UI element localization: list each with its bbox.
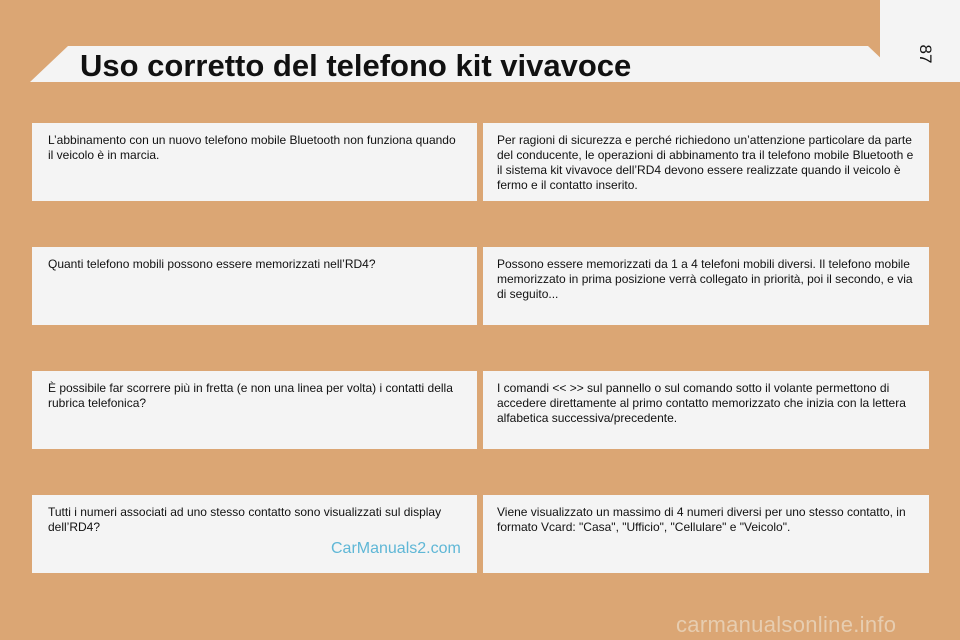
page-title: Uso corretto del telefono kit vivavoce bbox=[80, 48, 632, 83]
page-number: 87 bbox=[916, 44, 935, 64]
watermark-carmanuals2: CarManuals2.com bbox=[331, 540, 461, 557]
faq-question-3: È possibile far scorrere più in fretta (e non una linea per volta) i contatti della rubrica telefonica? bbox=[32, 371, 477, 449]
faq-answer-1: Per ragioni di sicurezza e perché richiedono un’attenzione particolare da parte del conducente, le operazioni di abbinamento tra il telefono mobile Bluetooth e il sistema kit vivavoce dell’RD4 devono essere realizzate quando il veicolo è fermo e il contatto inserito. bbox=[483, 123, 929, 201]
faq-question-2: Quanti telefono mobili possono essere memorizzati nell’RD4? bbox=[32, 247, 477, 325]
faq-answer-2: Possono essere memorizzati da 1 a 4 telefoni mobili diversi. Il telefono mobile memorizzato in prima posizione verrà collegato in priorità, poi il secondo, e via di seguito... bbox=[483, 247, 929, 325]
faq-question-4: Tutti i numeri associati ad uno stesso contatto sono visualizzati sul display dell’RD4? bbox=[32, 495, 477, 573]
faq-question-1: L’abbinamento con un nuovo telefono mobile Bluetooth non funziona quando il veicolo è in marcia. bbox=[32, 123, 477, 201]
faq-answer-4: Viene visualizzato un massimo di 4 numeri diversi per uno stesso contatto, in formato Vcard: "Casa", "Ufficio", "Cellulare" e "Veicolo". bbox=[483, 495, 929, 573]
faq-answer-3: I comandi << >> sul pannello o sul comando sotto il volante permettono di accedere direttamente al primo contatto memorizzato che inizia con la lettera alfabetica successiva/precedente. bbox=[483, 371, 929, 449]
watermark-carmanualsonline: carmanualsonline.info bbox=[676, 612, 897, 637]
